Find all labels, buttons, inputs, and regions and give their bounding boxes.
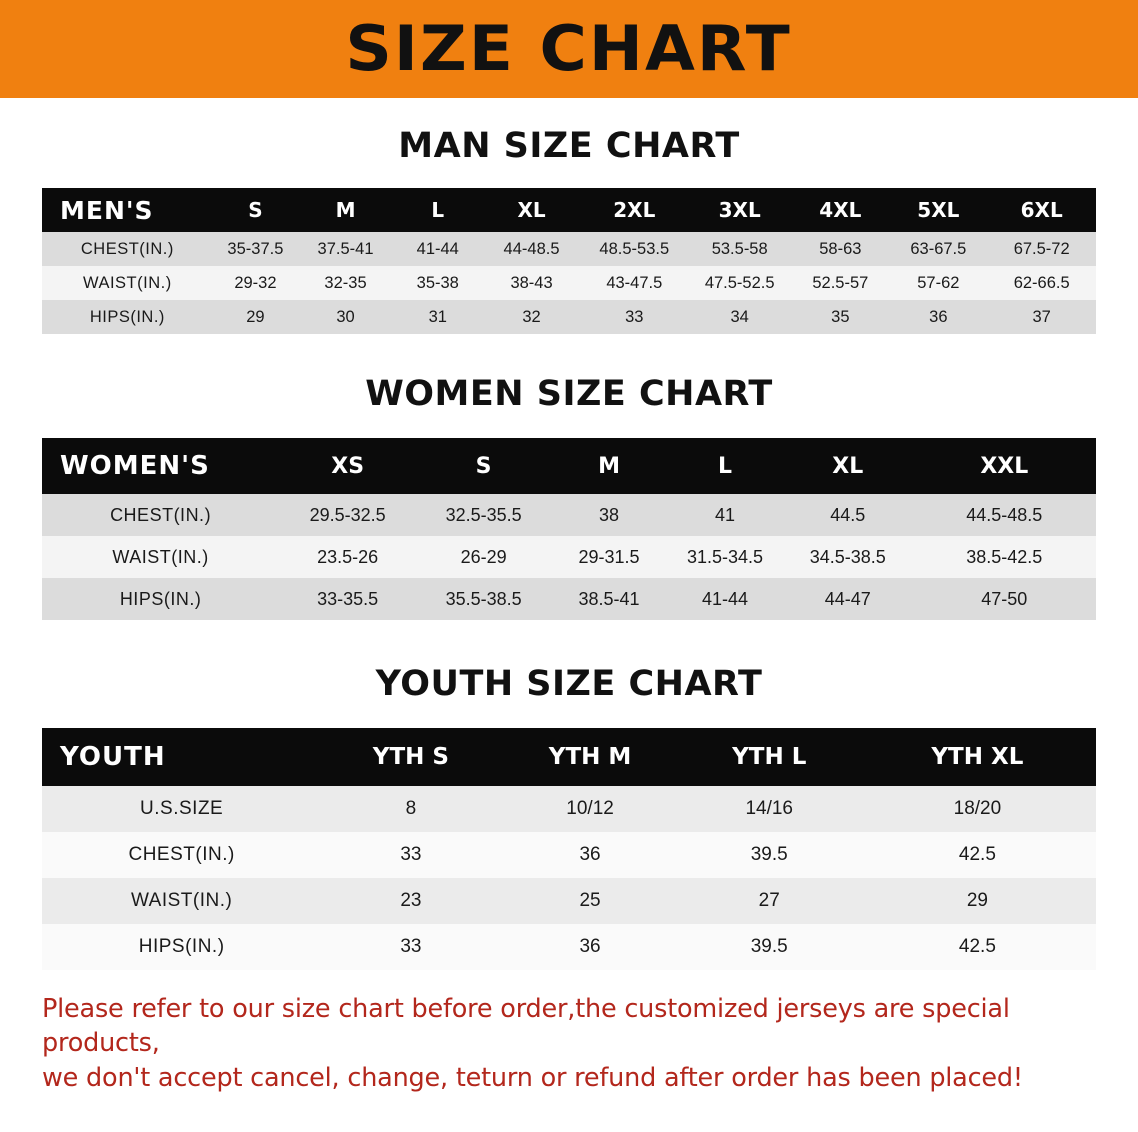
man-cell-0-8: 67.5-72 <box>987 232 1096 266</box>
table-row <box>42 786 1096 832</box>
women-row-label-1: WAIST(IN.) <box>42 536 279 578</box>
man-cell-1-7: 57-62 <box>889 266 987 300</box>
youth-cell-3-0: 33 <box>321 924 500 970</box>
man-cell-2-1: 30 <box>298 300 393 334</box>
youth-size-table <box>42 728 1096 970</box>
youth-cell-3-3: 42.5 <box>859 924 1096 970</box>
table-row <box>42 832 1096 878</box>
youth-cell-0-1: 10/12 <box>500 786 679 832</box>
youth-cell-0-3: 18/20 <box>859 786 1096 832</box>
women-cell-2-1: 35.5-38.5 <box>416 578 551 620</box>
youth-col-header-3: YTH L <box>680 728 859 786</box>
women-cell-1-4: 34.5-38.5 <box>783 536 913 578</box>
man-cell-0-0: 35-37.5 <box>213 232 298 266</box>
man-col-header-3: L <box>393 188 483 232</box>
women-cell-0-1: 32.5-35.5 <box>416 494 551 536</box>
man-cell-0-3: 44-48.5 <box>483 232 581 266</box>
women-col-header-3: M <box>551 438 667 494</box>
man-table-header-row <box>42 188 1096 232</box>
man-cell-0-7: 63-67.5 <box>889 232 987 266</box>
women-cell-0-4: 44.5 <box>783 494 913 536</box>
man-col-header-0: MEN'S <box>42 188 213 232</box>
women-cell-2-2: 38.5-41 <box>551 578 667 620</box>
women-cell-0-2: 38 <box>551 494 667 536</box>
man-cell-1-0: 29-32 <box>213 266 298 300</box>
women-cell-2-4: 44-47 <box>783 578 913 620</box>
youth-cell-1-1: 36 <box>500 832 679 878</box>
man-cell-0-6: 58-63 <box>791 232 889 266</box>
women-row-label-2: HIPS(IN.) <box>42 578 279 620</box>
order-policy-note-line-2: we don't accept cancel, change, teturn or refund after order has been placed! <box>42 1062 1023 1093</box>
table-row <box>42 924 1096 970</box>
man-cell-2-6: 35 <box>791 300 889 334</box>
women-col-header-2: S <box>416 438 551 494</box>
women-cell-2-5: 47-50 <box>913 578 1096 620</box>
youth-cell-2-2: 27 <box>680 878 859 924</box>
man-col-header-2: M <box>298 188 393 232</box>
man-size-table <box>42 188 1096 334</box>
women-cell-2-0: 33-35.5 <box>279 578 416 620</box>
table-row <box>42 494 1096 536</box>
table-row <box>42 266 1096 300</box>
man-cell-1-4: 43-47.5 <box>581 266 689 300</box>
youth-section-heading: YOUTH SIZE CHART <box>375 664 763 704</box>
man-col-header-5: 2XL <box>581 188 689 232</box>
youth-cell-1-3: 42.5 <box>859 832 1096 878</box>
youth-cell-2-3: 29 <box>859 878 1096 924</box>
man-col-header-8: 5XL <box>889 188 987 232</box>
youth-cell-3-1: 36 <box>500 924 679 970</box>
women-cell-0-3: 41 <box>667 494 783 536</box>
women-col-header-1: XS <box>279 438 416 494</box>
man-section-heading: MAN SIZE CHART <box>398 126 740 166</box>
page-title: SIZE CHART <box>345 12 793 85</box>
women-table-wrapper <box>42 438 1096 620</box>
man-cell-1-5: 47.5-52.5 <box>688 266 791 300</box>
youth-cell-1-0: 33 <box>321 832 500 878</box>
youth-table-header-row <box>42 728 1096 786</box>
youth-cell-0-0: 8 <box>321 786 500 832</box>
youth-row-label-3: HIPS(IN.) <box>42 924 321 970</box>
women-cell-1-5: 38.5-42.5 <box>913 536 1096 578</box>
man-col-header-4: XL <box>483 188 581 232</box>
table-row <box>42 878 1096 924</box>
man-cell-2-4: 33 <box>581 300 689 334</box>
women-cell-0-5: 44.5-48.5 <box>913 494 1096 536</box>
page-banner <box>0 0 1138 98</box>
table-row <box>42 536 1096 578</box>
man-cell-1-1: 32-35 <box>298 266 393 300</box>
women-cell-2-3: 41-44 <box>667 578 783 620</box>
man-cell-0-1: 37.5-41 <box>298 232 393 266</box>
man-cell-1-2: 35-38 <box>393 266 483 300</box>
youth-col-header-1: YTH S <box>321 728 500 786</box>
women-col-header-4: L <box>667 438 783 494</box>
youth-col-header-0: YOUTH <box>42 728 321 786</box>
man-cell-2-2: 31 <box>393 300 483 334</box>
table-row <box>42 232 1096 266</box>
man-cell-1-8: 62-66.5 <box>987 266 1096 300</box>
youth-row-label-0: U.S.SIZE <box>42 786 321 832</box>
youth-col-header-2: YTH M <box>500 728 679 786</box>
women-cell-1-0: 23.5-26 <box>279 536 416 578</box>
women-col-header-6: XXL <box>913 438 1096 494</box>
man-cell-2-8: 37 <box>987 300 1096 334</box>
man-row-label-2: HIPS(IN.) <box>42 300 213 334</box>
youth-cell-1-2: 39.5 <box>680 832 859 878</box>
man-col-header-7: 4XL <box>791 188 889 232</box>
youth-cell-2-1: 25 <box>500 878 679 924</box>
women-table-header-row <box>42 438 1096 494</box>
order-policy-note-line-1: Please refer to our size chart before order,the customized jerseys are special products, <box>42 994 1010 1059</box>
women-cell-1-1: 26-29 <box>416 536 551 578</box>
youth-col-header-4: YTH XL <box>859 728 1096 786</box>
man-col-header-1: S <box>213 188 298 232</box>
man-table-wrapper <box>42 188 1096 334</box>
youth-cell-2-0: 23 <box>321 878 500 924</box>
women-row-label-0: CHEST(IN.) <box>42 494 279 536</box>
man-row-label-1: WAIST(IN.) <box>42 266 213 300</box>
man-col-header-9: 6XL <box>987 188 1096 232</box>
order-policy-note <box>42 992 1096 1095</box>
women-size-table <box>42 438 1096 620</box>
man-cell-0-2: 41-44 <box>393 232 483 266</box>
man-cell-1-3: 38-43 <box>483 266 581 300</box>
table-row <box>42 578 1096 620</box>
youth-cell-3-2: 39.5 <box>680 924 859 970</box>
women-col-header-0: WOMEN'S <box>42 438 279 494</box>
women-cell-1-2: 29-31.5 <box>551 536 667 578</box>
man-cell-0-5: 53.5-58 <box>688 232 791 266</box>
man-cell-2-5: 34 <box>688 300 791 334</box>
women-section-heading: WOMEN SIZE CHART <box>365 374 773 414</box>
man-cell-1-6: 52.5-57 <box>791 266 889 300</box>
man-cell-2-0: 29 <box>213 300 298 334</box>
youth-row-label-1: CHEST(IN.) <box>42 832 321 878</box>
man-col-header-6: 3XL <box>688 188 791 232</box>
women-col-header-5: XL <box>783 438 913 494</box>
man-cell-2-7: 36 <box>889 300 987 334</box>
man-cell-2-3: 32 <box>483 300 581 334</box>
youth-row-label-2: WAIST(IN.) <box>42 878 321 924</box>
youth-table-wrapper <box>42 728 1096 970</box>
table-row <box>42 300 1096 334</box>
man-row-label-0: CHEST(IN.) <box>42 232 213 266</box>
youth-cell-0-2: 14/16 <box>680 786 859 832</box>
women-cell-1-3: 31.5-34.5 <box>667 536 783 578</box>
man-cell-0-4: 48.5-53.5 <box>581 232 689 266</box>
women-cell-0-0: 29.5-32.5 <box>279 494 416 536</box>
